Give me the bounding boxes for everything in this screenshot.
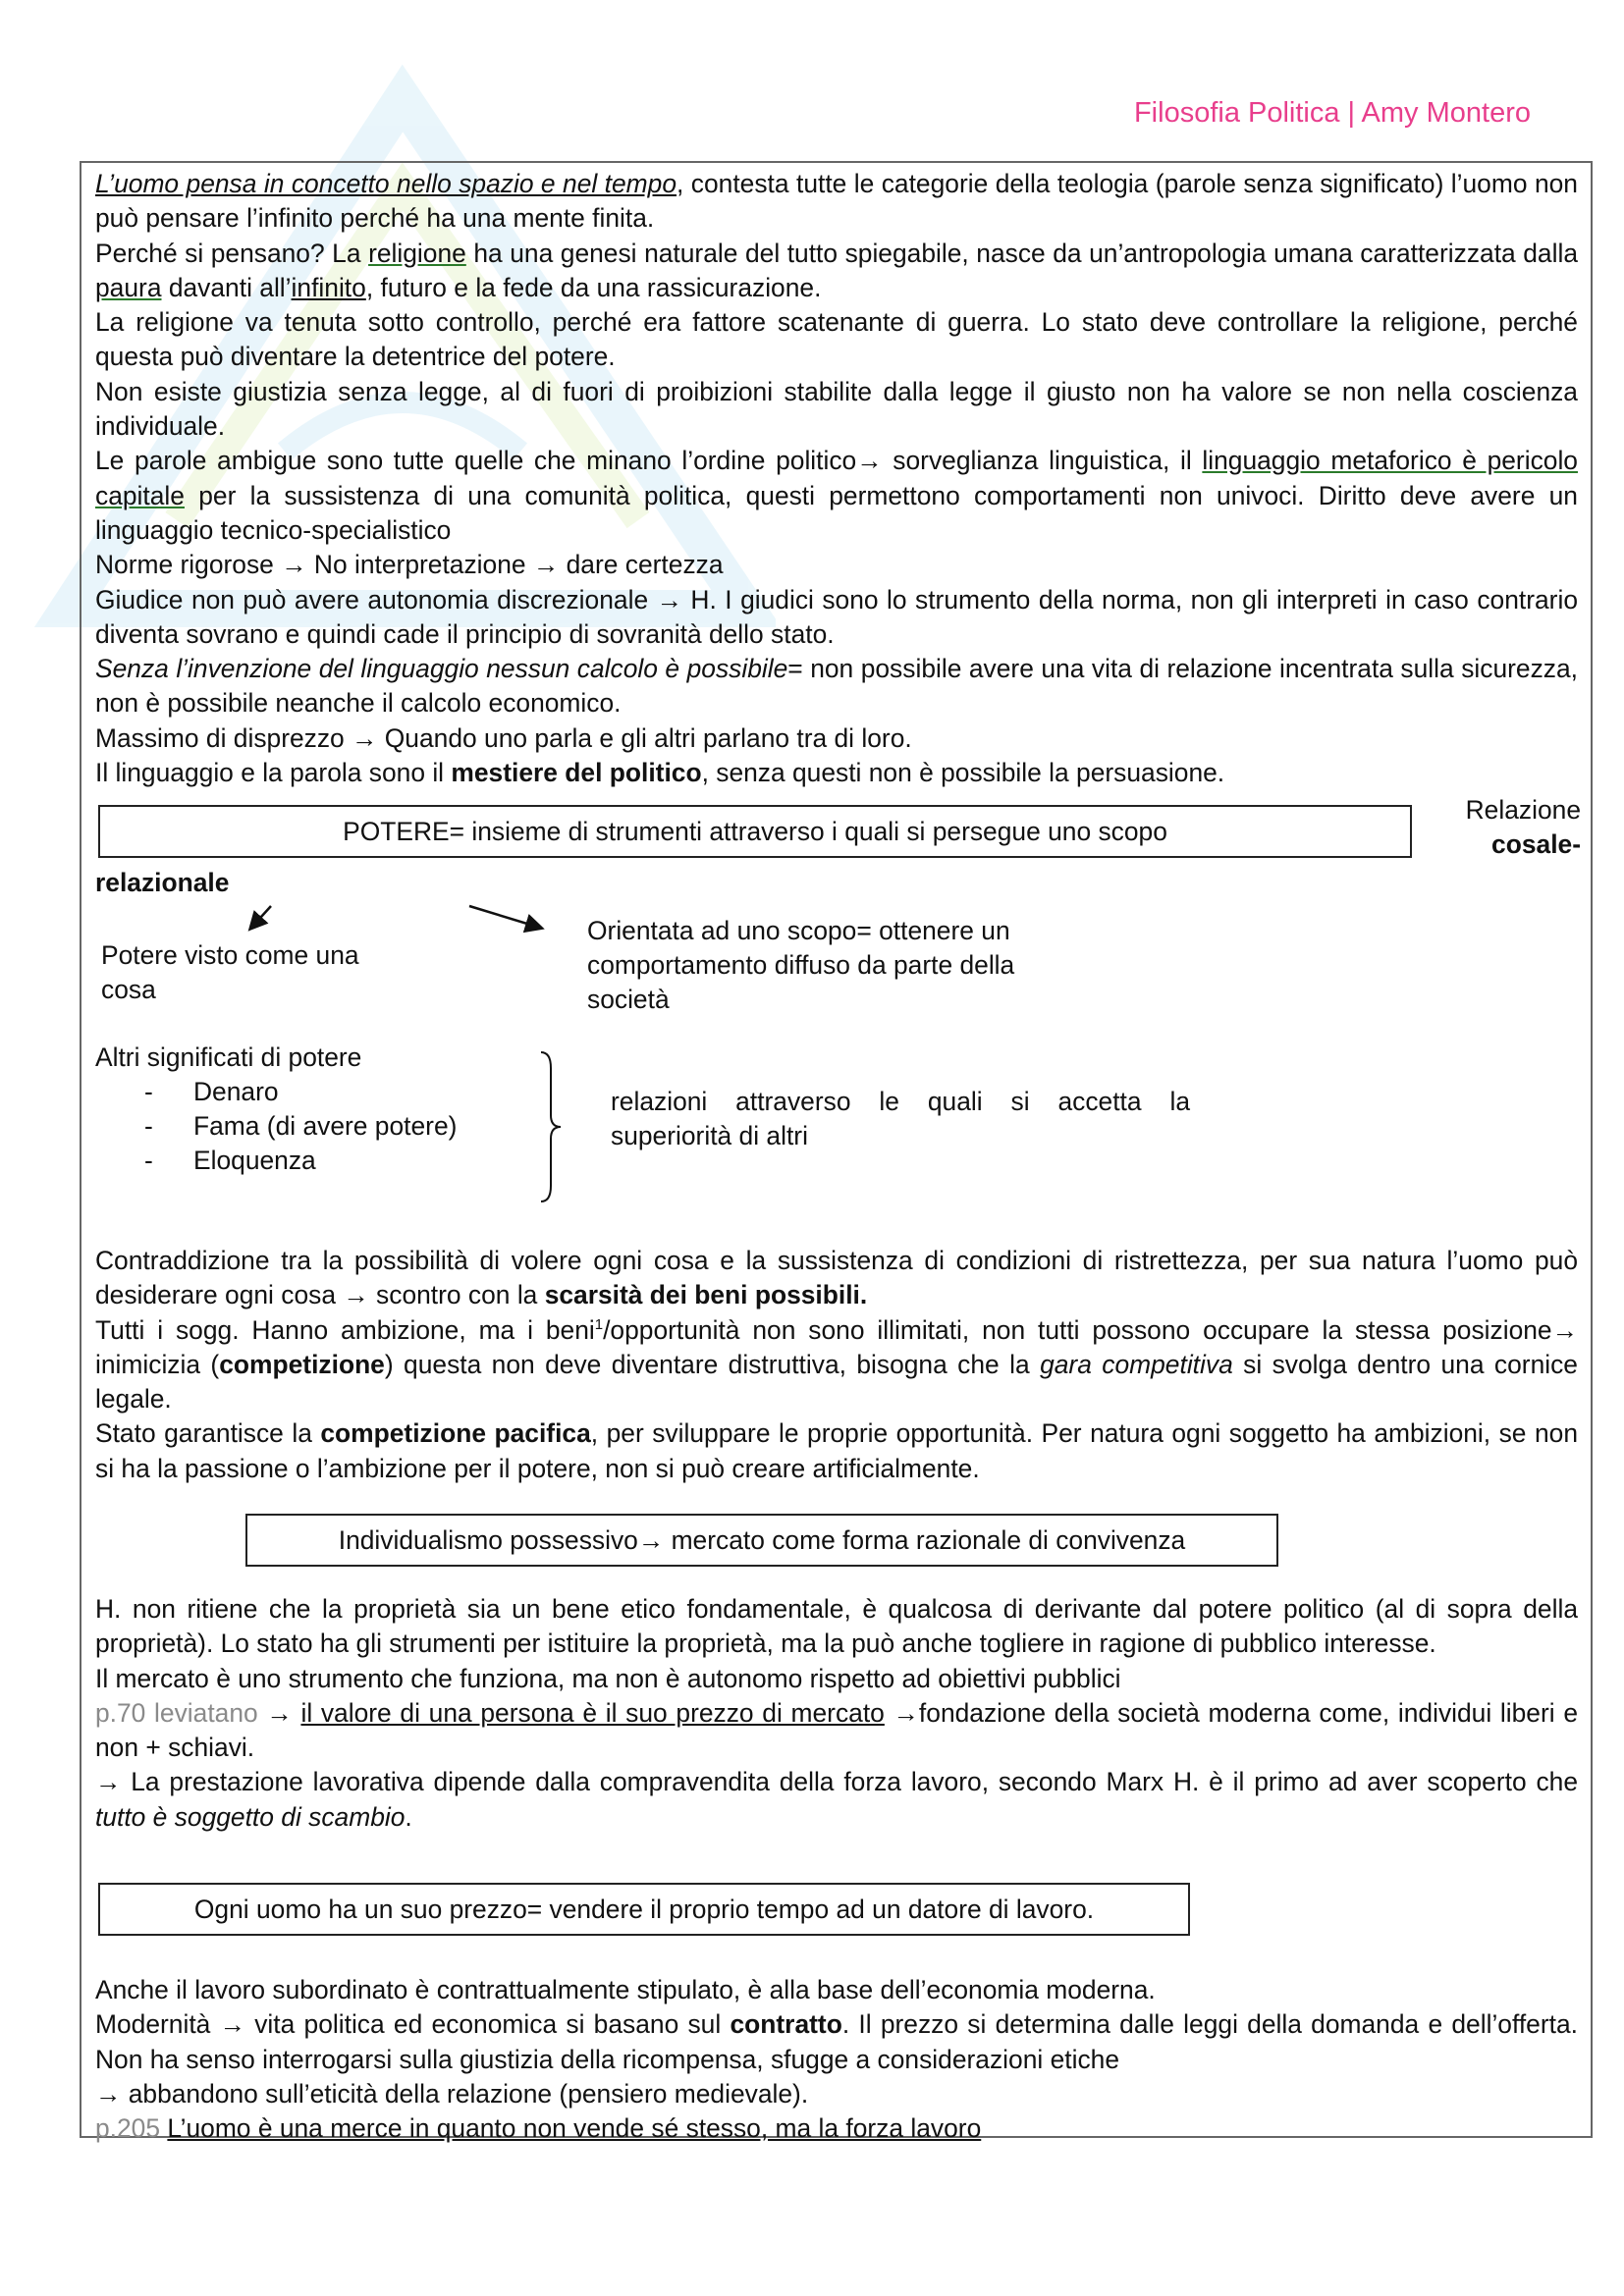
paragraph: Contraddizione tra la possibilità di volere ogni cosa e la sussistenza di condizioni di ristrettezza, per sua natura l’uomo può desiderare ogni cosa → scontro con la scarsità dei beni possibili. <box>95 1246 1578 1310</box>
potere-definition-box: POTERE= insieme di strumenti attraverso i quali si persegue uno scopo <box>98 805 1412 858</box>
paragraph: Le parole ambigue sono tutte quelle che minano l’ordine politico→ sorveglianza linguistica, il linguaggio metaforico è pericolo capitale per la sussistenza di una comunità politica, questi permettono comportamenti non univoci. Diritto deve avere un linguaggio tecnico-specialistico <box>95 446 1578 545</box>
individualismo-box: Individualismo possessivo→ mercato come forma razionale di convivenza <box>245 1514 1278 1567</box>
arrow-right <box>469 906 540 928</box>
paragraph: Non esiste giustizia senza legge, al di fuori di proibizioni stabilite dalla legge il giusto non ha valore se non nella coscienza individuale. <box>95 376 1578 442</box>
paragraph: p.70 leviatano → il valore di una persona è il suo prezzo di mercato →fondazione della società moderna come, individui liberi e non + schiavi. <box>95 1697 1578 1763</box>
list-item: - Fama (di avere potere) <box>95 1109 606 1144</box>
paragraph: Massimo di disprezzo → Quando uno parla e gli altri parlano tra di loro. <box>95 722 912 753</box>
other-meanings-title: Altri significati di potere <box>95 1042 362 1072</box>
paragraph: La religione va tenuta sotto controllo, perché era fattore scatenante di guerra. Lo stato deve controllare la religione, perché questa può diventare la detentrice del potere. <box>95 307 1578 372</box>
list-item: - Denaro <box>95 1075 606 1109</box>
paragraph: p.205 L’uomo è una merce in quanto non vende sé stesso, ma la forza lavoro <box>95 2113 982 2144</box>
paragraph: Stato garantisce la competizione pacifica, per sviluppare le proprie opportunità. Per natura ogni soggetto ha ambizioni, se non si ha la passione o l’ambizione per il potere, non si può creare artificialmente. <box>95 1418 1578 1483</box>
brace-text: relazioni attraverso le quali si accetta la superiorità di altri <box>611 1087 1190 1150</box>
paragraph: Anche il lavoro subordinato è contrattualmente stipulato, è alla base dell’economia moderna. <box>95 1975 1156 2004</box>
relazione-label: Relazione cosale- <box>1465 795 1581 859</box>
potere-scopo-label: Orientata ad uno scopo= ottenere un comportamento diffuso da parte della società <box>587 916 1015 1014</box>
paragraph: Tutti i sogg. Hanno ambizione, ma i beni$^1$/opportunità non sono illimitati, non tutti possono occupare la stessa posizione→ inimicizia (competizione) questa non deve diventare distruttiva, bisogna che la gara competitiva si svolga dentro una cornice legale. <box>95 1314 1579 1415</box>
paragraph: Perché si pensano? La religione ha una genesi naturale del tutto spiegabile, nasce da un’antropologia umana caratterizzata dalla paura davanti all’infinito, futuro e la fede da una rassicurazione. <box>95 238 1578 302</box>
text-block-property <box>95 1592 1578 1835</box>
paragraph: Giudice non può avere autonomia discrezionale → H. I giudici sono lo strumento della norma, non gli interpreti in caso contrario diventa sovrano e quindi cade il principio di sovranità dello stato. <box>95 584 1578 649</box>
paragraph: H. non ritiene che la proprietà sia un bene etico fondamentale, è qualcosa di derivante dal potere politico (al di sopra della proprietà). Lo stato ha gli strumenti per istituire la proprietà, ma la può anche togliere in ragione di pubblico interesse. <box>95 1594 1578 1659</box>
text-block-intro <box>95 167 1578 790</box>
prezzo-box: Ogni uomo ha un suo prezzo= vendere il proprio tempo ad un datore di lavoro. <box>98 1883 1190 1936</box>
relazionale-label: relazionale <box>95 868 230 897</box>
text-block-competition <box>95 1244 1578 1486</box>
paragraph: Norme rigorose → No interpretazione → dare certezza <box>95 550 724 580</box>
other-meanings <box>95 1041 606 1178</box>
other-meanings-list <box>95 1075 606 1178</box>
right-brace <box>535 1048 565 1205</box>
potere-cosa-label: Potere visto come una cosa <box>101 940 359 1004</box>
arrow-left <box>251 906 271 928</box>
page-header: Filosofia Politica | Amy Montero <box>1133 97 1531 129</box>
paragraph: Modernità → vita politica ed economica si basano sul contratto. Il prezzo si determina dalle leggi della domanda e dell’offerta. Non ha senso interrogarsi sulla giustizia della ricompensa, sfugge a considerazioni etiche <box>95 2009 1578 2074</box>
list-item: - Eloquenza <box>95 1144 606 1178</box>
text-block-contract <box>95 1973 1578 2146</box>
paragraph: L’uomo pensa in concetto nello spazio e nel tempo, contesta tutte le categorie della teologia (parole senza significato) l’uomo non può pensare l’infinito perché ha una mente finita. <box>95 169 1578 234</box>
paragraph: Il linguaggio e la parola sono il mestiere del politico, senza questi non è possibile la persuasione. <box>95 758 1225 788</box>
paragraph: → abbandono sull’eticità della relazione (pensiero medievale). <box>95 2078 809 2109</box>
paragraph: Il mercato è uno strumento che funziona, ma non è autonomo rispetto ad obiettivi pubblici <box>95 1663 1121 1693</box>
paragraph: → La prestazione lavorativa dipende dalla compravendita della forza lavoro, secondo Marx H. è il primo ad aver scoperto che tutto è soggetto di scambio. <box>95 1767 1578 1832</box>
paragraph: Senza l’invenzione del linguaggio nessun calcolo è possibile= non possibile avere una vita di relazione incentrata sulla sicurezza, non è possibile neanche il calcolo economico. <box>95 654 1578 719</box>
